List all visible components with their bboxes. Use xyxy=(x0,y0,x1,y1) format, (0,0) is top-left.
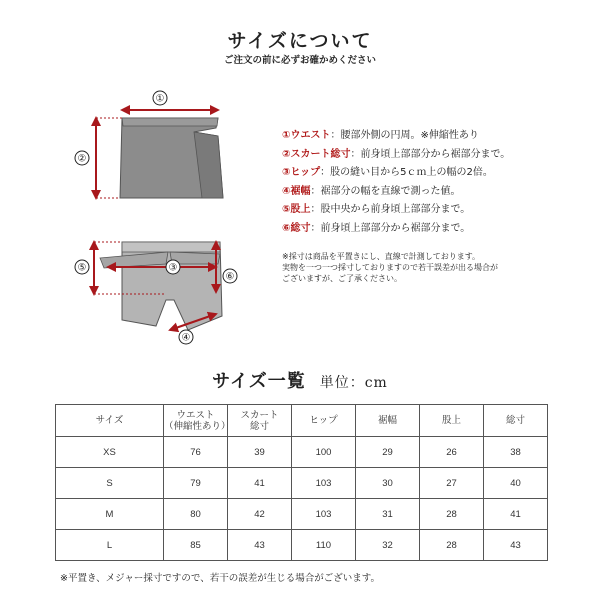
header-hip: ヒップ xyxy=(292,405,356,437)
size-list-title: サイズ一覧 xyxy=(212,371,306,392)
skirt-illustration xyxy=(120,118,223,198)
table-row: M 80 42 103 31 28 41 xyxy=(56,499,548,530)
header-waist: ウエスト （伸縮性あり） xyxy=(164,405,228,437)
header-skirt-length: スカート 総寸 xyxy=(228,405,292,437)
table-row: XS 76 39 100 29 26 38 xyxy=(56,437,548,468)
measurement-notes xyxy=(282,127,582,238)
marker-3: ③ xyxy=(168,262,178,274)
note-hip: ③ヒップ：股の縫い目から5ｃｍ上の幅の2倍。 xyxy=(282,167,493,178)
marker-4: ④ xyxy=(181,332,191,344)
note-total-length: ⑥総寸：前身頃上部部分から裾部分まで。 xyxy=(282,222,471,234)
marker-1: ① xyxy=(155,93,165,105)
marker-2: ② xyxy=(77,153,87,165)
note-hem-width: ④裾幅：裾部分の幅を直線で測った値。 xyxy=(282,185,461,197)
marker-6: ⑥ xyxy=(225,271,235,283)
header-size: サイズ xyxy=(56,405,164,437)
measurement-diagram xyxy=(70,80,270,360)
footnote: ※平置き、メジャー採寸ですので、若干の誤差が生じる場合がございます。 xyxy=(60,573,380,584)
table-row: L 85 43 110 32 28 43 xyxy=(56,530,548,561)
note-waist: ①ウエスト：腰部外側の円周。※伸縮性あり xyxy=(282,130,479,141)
header-total-length: 総寸 xyxy=(484,405,548,437)
table-header-row xyxy=(56,405,548,437)
size-list-unit: 単位：cm xyxy=(319,375,388,391)
header-rise: 股上 xyxy=(420,405,484,437)
page-title: サイズについて xyxy=(227,30,373,52)
marker-5: ⑤ xyxy=(77,262,87,274)
size-list-heading xyxy=(0,367,600,393)
page-subtitle: ご注文の前に必ずお確かめください xyxy=(223,55,376,66)
header-hem-width: 裾幅 xyxy=(356,405,420,437)
note-skirt-length: ②スカート総寸：前身頃上部部分から裾部分まで。 xyxy=(282,148,511,160)
note-rise: ⑤股上：股中央から前身頃上部部分まで。 xyxy=(282,204,471,215)
measurement-disclaimer: ※採寸は商品を平置きにし、直線で計測しております。 実物を一つ一つ採寸しておりますので若干誤差が出る場合が ございますが、ご了承ください。 xyxy=(282,252,498,283)
shorts-illustration xyxy=(100,242,222,330)
table-row: S 79 41 103 30 27 40 xyxy=(56,468,548,499)
size-table xyxy=(55,404,548,561)
